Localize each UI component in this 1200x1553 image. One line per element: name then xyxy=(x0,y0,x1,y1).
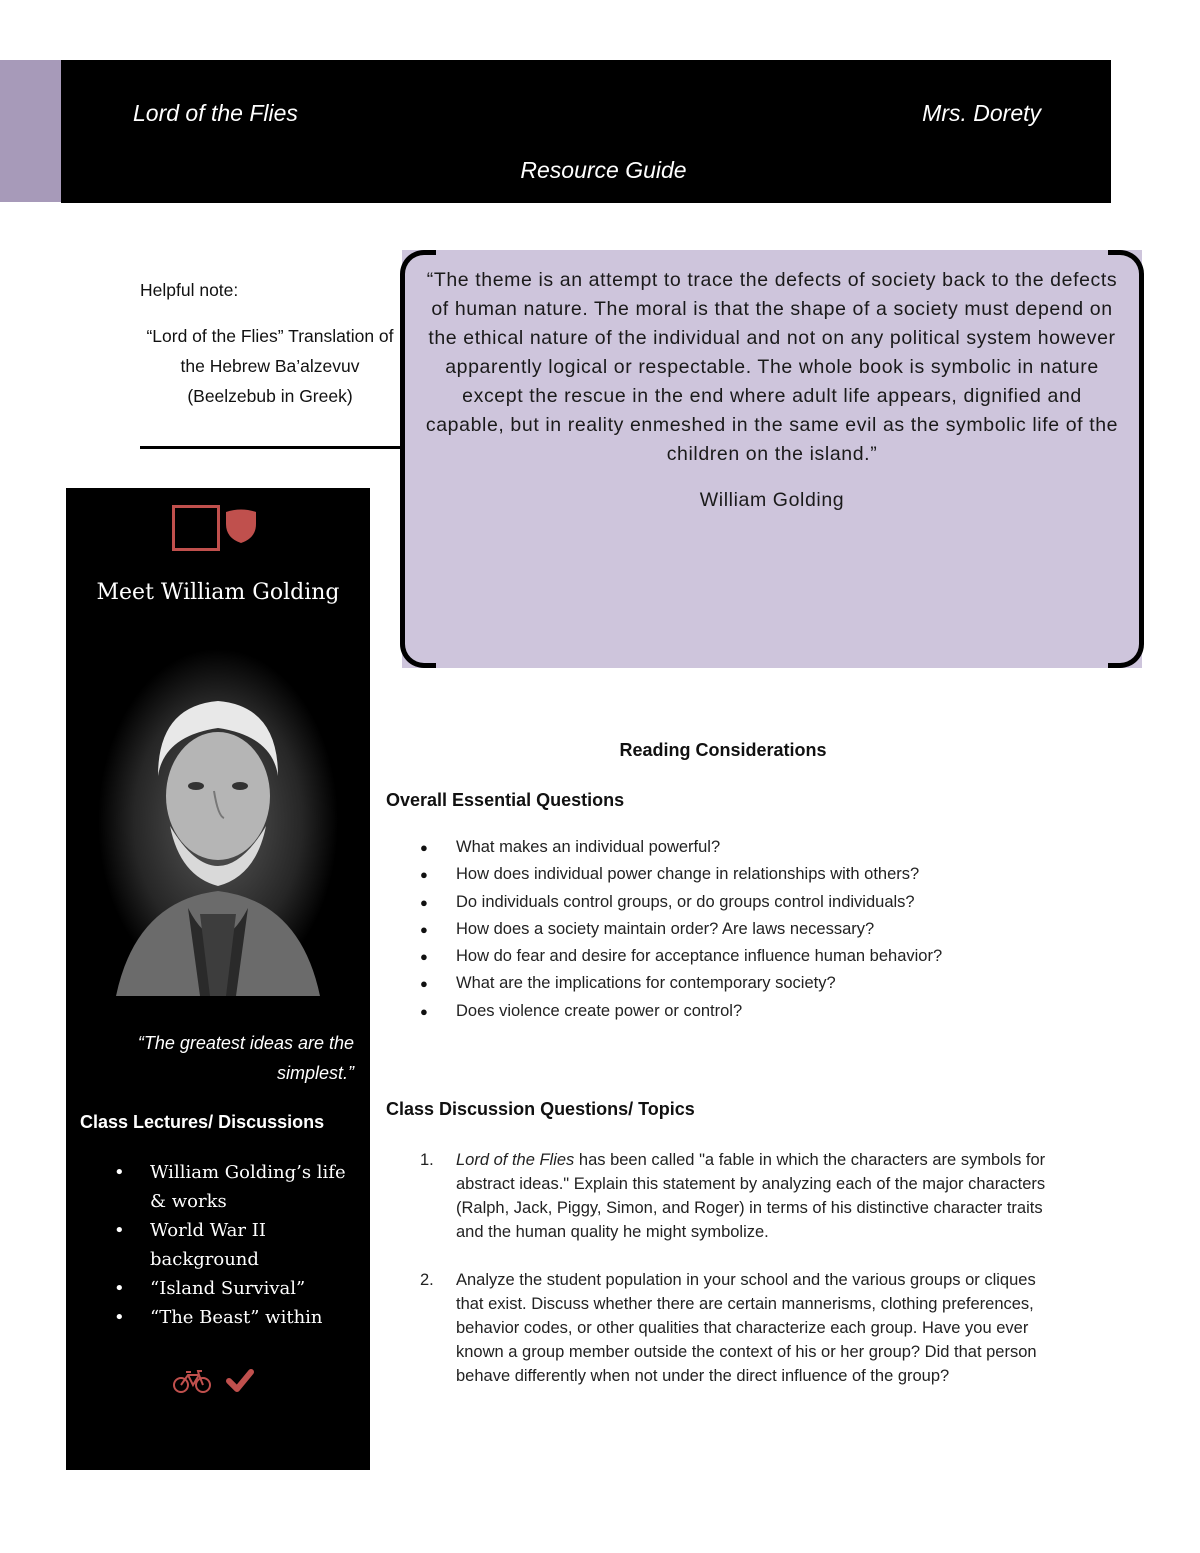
discussion-questions-heading: Class Discussion Questions/ Topics xyxy=(386,1099,695,1119)
item-text: Analyze the student population in your school and the various groups or cliques that exist. Discuss whether there are certain mannerisms, clothing preferences, behavior codes, or other qualities that characterize each group. Have you ever known a group member outside the context of his or her group? Did that person behave differently when not under the direct influence of the group? xyxy=(456,1271,1037,1385)
page-header xyxy=(61,60,1111,203)
list-item: ● How do fear and desire for acceptance influence human behavior? xyxy=(456,947,1136,974)
list-item: ● Do individuals control groups, or do groups control individuals? xyxy=(456,893,1136,920)
list-item: ● Does violence create power or control? xyxy=(456,1002,1136,1029)
sidebar-heading: Meet William Golding xyxy=(96,580,340,605)
discussion-questions-list xyxy=(420,1148,1066,1412)
teacher-name: Mrs. Dorety xyxy=(922,100,1041,126)
essential-questions-list xyxy=(456,838,1136,1029)
golding-portrait xyxy=(96,646,340,996)
square-outline-icon xyxy=(172,505,220,551)
golding-motto: “The greatest ideas are the simplest.” xyxy=(137,1033,354,1083)
reading-considerations-heading: Reading Considerations xyxy=(619,740,827,760)
golding-sidebar xyxy=(66,488,370,1470)
helpful-note-body: “Lord of the Flies” Translation of the Hebrew Ba’alzevuv (Beelzebub in Greek) xyxy=(146,326,394,406)
list-item: ● How does individual power change in relationships with others? xyxy=(456,865,1136,892)
checkmark-icon xyxy=(226,1368,254,1394)
bicycle-icon xyxy=(172,1368,212,1394)
quote-bracket-left xyxy=(400,250,436,668)
helpful-note-label: Helpful note: xyxy=(140,280,239,300)
list-item xyxy=(420,1148,1066,1244)
quote-author: William Golding xyxy=(699,489,845,511)
quote-text: “The theme is an attempt to trace the defects of society back to the defects of human nature. The moral is that the shape of a society must depend on the ethical nature of the individual and not on any political system however apparently logical or respectable. The whole book is symbolic in nature except the rescue in the end where adult life appears, dignified and capable, but in reality enmeshed in the same evil as the symbolic life of the children on the island.” xyxy=(425,269,1119,465)
list-item: ● How does a society maintain order? Are laws necessary? xyxy=(456,920,1136,947)
lecture-topics xyxy=(150,1158,360,1332)
list-item: • “Island Survival” xyxy=(150,1274,360,1303)
golding-quote-box xyxy=(402,250,1142,668)
item-number: 2. xyxy=(420,1271,434,1289)
list-item: • World War II background xyxy=(150,1216,360,1274)
list-item: • William Golding’s life & works xyxy=(150,1158,360,1216)
item-number: 1. xyxy=(420,1151,434,1169)
header-accent-bar xyxy=(0,60,61,202)
list-item xyxy=(420,1268,1066,1388)
document-subtitle: Resource Guide xyxy=(520,157,687,183)
list-item: ● What makes an individual powerful? xyxy=(456,838,1136,865)
book-title: Lord of the Flies xyxy=(456,1151,575,1169)
lectures-heading: Class Lectures/ Discussions xyxy=(80,1112,325,1132)
item-text: has been called "a fable in which the characters are symbols for abstract ideas." Explain this statement by analyzing each of the major characters (Ralph, Jack, Piggy, Simon, and Roger) in terms of his distinctive character traits and the human quality he might symbolize. xyxy=(456,1151,1046,1241)
shield-icon xyxy=(224,508,258,544)
helpful-note xyxy=(140,280,400,411)
list-item: • “The Beast” within xyxy=(150,1303,360,1332)
note-divider xyxy=(140,446,402,449)
list-item: ● What are the implications for contemporary society? xyxy=(456,974,1136,1001)
essential-questions-heading: Overall Essential Questions xyxy=(386,790,625,810)
document-title: Lord of the Flies xyxy=(133,100,298,126)
quote-bracket-right xyxy=(1108,250,1144,668)
